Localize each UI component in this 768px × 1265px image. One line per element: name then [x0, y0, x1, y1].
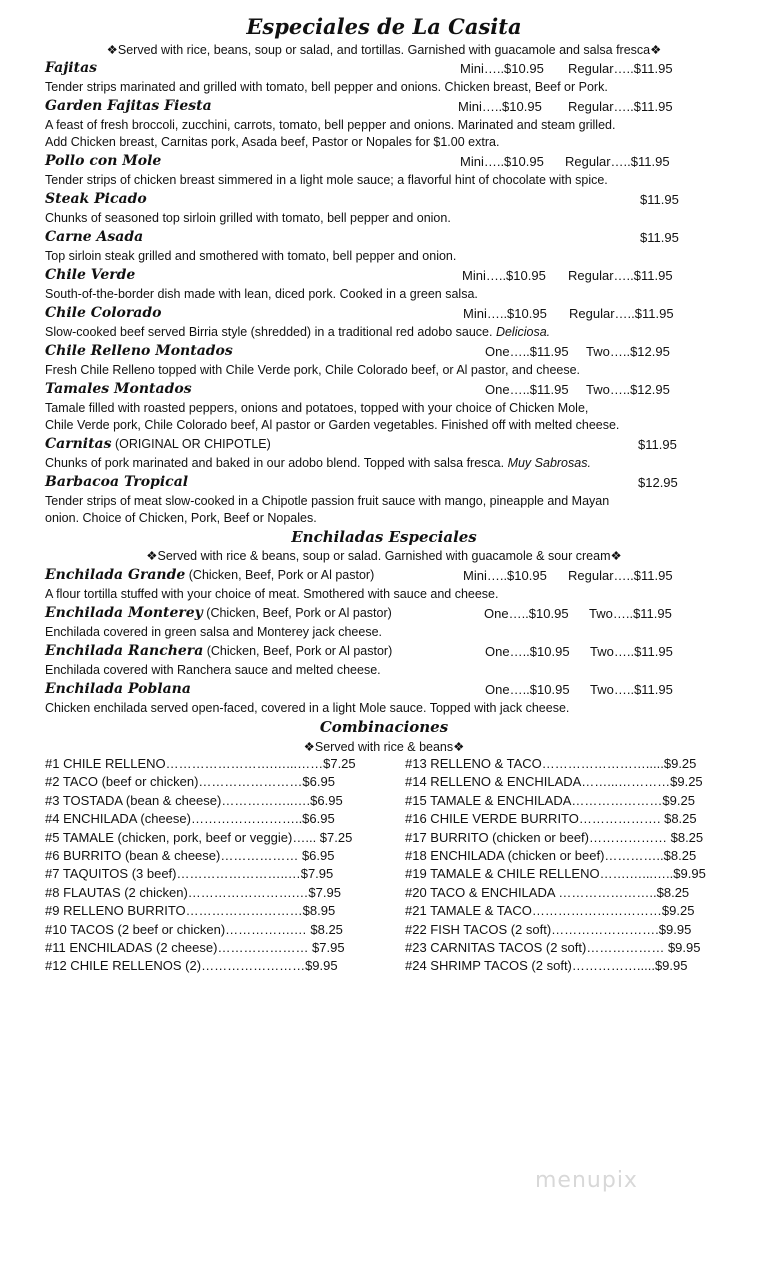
- item-price-small: Mini…..$10.95: [463, 306, 547, 321]
- item-description: Enchilada covered in green salsa and Monterey jack cheese.: [45, 625, 383, 639]
- combo-item: #9 RELLENO BURRITO………………………$8.95: [45, 903, 336, 919]
- combo-item: #5 TAMALE (chicken, pork, beef or veggie)…... $7.25: [45, 829, 353, 845]
- item-description: Tender strips of meat slow-cooked in a Chipotle passion fruit sauce with mango, pineapple and Mayan: [45, 494, 610, 508]
- item-name: Carnitas (ORIGINAL OR CHIPOTLE): [45, 436, 271, 452]
- item-name: Pollo con Mole: [45, 153, 162, 169]
- combo-item: #10 TACOS (2 beef or chicken)…………….… $8.25: [45, 921, 343, 937]
- menu-item-header: [45, 567, 725, 586]
- combo-item: #18 ENCHILADA (chicken or beef)…………..$8.25: [405, 847, 697, 863]
- item-price-large: $11.95: [638, 437, 677, 452]
- enchiladas-title: Enchiladas Especiales: [291, 528, 477, 546]
- item-price-small: One…..$11.95: [485, 344, 569, 359]
- menu-item-header: [45, 305, 725, 324]
- especiales-note: ❖Served with rice, beans, soup or salad, and tortillas. Garnished with guacamole and salsa fresca❖: [106, 43, 662, 57]
- menu-item-header: [45, 153, 725, 172]
- menu-item: [45, 381, 725, 434]
- menu-item-header: [45, 681, 725, 700]
- item-description: Chunks of pork marinated and baked in our adobo blend. Topped with salsa fresca. Muy Sabrosas.: [45, 456, 591, 470]
- item-name: Enchilada Grande (Chicken, Beef, Pork or Al pastor): [45, 567, 375, 583]
- menu-item: [45, 267, 725, 303]
- combo-item: #16 CHILE VERDE BURRITO………………. $8.25: [405, 811, 697, 827]
- combo-item: #20 TACO & ENCHILADA …………………..$8.25: [405, 884, 690, 900]
- item-price-small: Mini…..$10.95: [463, 568, 547, 583]
- menu-item-header: [45, 605, 725, 624]
- item-price-small: One…..$10.95: [485, 644, 570, 659]
- combo-item: #22 FISH TACOS (2 soft)…………………….$9.95: [405, 921, 692, 937]
- item-description: Fresh Chile Relleno topped with Chile Verde pork, Chile Colorado beef, or Al pastor, and cheese.: [45, 363, 581, 377]
- menu-item-header: [45, 229, 725, 248]
- menu-item: [45, 98, 725, 151]
- item-name: Carne Asada: [45, 229, 144, 245]
- combo-item: #24 SHRIMP TACOS (2 soft)…………….....$9.95: [405, 958, 688, 974]
- item-price-large: Regular…..$11.95: [568, 61, 673, 76]
- combo-item: #21 TAMALE & TACO…………………………$9.25: [405, 903, 695, 919]
- combo-item: #14 RELLENO & ENCHILADA……...…………$9.25: [405, 774, 703, 790]
- menu-item: [45, 567, 725, 603]
- combo-item: #1 CHILE RELLENO…………………….…...……$7.25: [45, 756, 356, 771]
- item-price-small: Mini…..$10.95: [460, 154, 544, 169]
- menu-item: [45, 191, 725, 227]
- menu-item: [45, 436, 725, 472]
- item-price-large: $12.95: [638, 475, 678, 490]
- item-description: Tender strips of chicken breast simmered in a light mole sauce; a flavorful hint of chocolate with spice.: [45, 173, 608, 187]
- item-description-line2: Add Chicken breast, Carnitas pork, Asada beef, Pastor or Nopales for $1.00 extra.: [45, 135, 500, 149]
- item-qualifier: (Chicken, Beef, Pork or Al pastor): [202, 606, 392, 620]
- item-description-line2: onion. Choice of Chicken, Pork, Beef or Nopales.: [45, 511, 317, 525]
- menu-item-header: [45, 343, 725, 362]
- menu-item-header: [45, 98, 725, 117]
- item-price-large: Regular…..$11.95: [568, 268, 673, 283]
- item-price-large: Two…..$12.95: [586, 382, 670, 397]
- item-qualifier: (ORIGINAL OR CHIPOTLE): [111, 437, 271, 451]
- combinaciones-note: ❖Served with rice & beans❖: [303, 740, 465, 754]
- item-price-large: Two…..$12.95: [586, 344, 670, 359]
- item-qualifier: (Chicken, Beef, Pork or Al pastor): [185, 568, 375, 582]
- item-price-large: Two…..$11.95: [589, 606, 672, 621]
- combo-item: #4 ENCHILADA (cheese)……………………..$6.95: [45, 811, 335, 827]
- item-name: Chile Colorado: [45, 305, 162, 321]
- menu-item: [45, 343, 725, 379]
- combo-item: #7 TAQUITOS (3 beef)……………………..…$7.95: [45, 866, 334, 882]
- item-name: Enchilada Monterey (Chicken, Beef, Pork or Al pastor): [45, 605, 392, 621]
- item-name: Chile Verde: [45, 267, 136, 283]
- combo-item: #12 CHILE RELLENOS (2)……………………$9.95: [45, 958, 338, 974]
- menu-item: [45, 474, 725, 527]
- menu-item: [45, 681, 725, 717]
- combo-item: #19 TAMALE & CHILE RELLENO…….…...…..$9.95: [405, 866, 706, 882]
- combo-item: #6 BURRITO (bean & cheese)……………… $6.95: [45, 847, 335, 863]
- item-description-accent: Deliciosa.: [492, 325, 551, 339]
- item-description: Tamale filled with roasted peppers, onions and potatoes, topped with your choice of Chicken Mole,: [45, 401, 589, 415]
- item-price-large: $11.95: [640, 192, 679, 207]
- item-price-small: Mini…..$10.95: [462, 268, 546, 283]
- item-description-accent: Muy Sabrosas.: [504, 456, 591, 470]
- menu-item-header: [45, 191, 725, 210]
- enchiladas-note: ❖Served with rice & beans, soup or salad. Garnished with guacamole & sour cream❖: [146, 549, 622, 563]
- item-description: Chunks of seasoned top sirloin grilled with tomato, bell pepper and onion.: [45, 211, 451, 225]
- menu-item: [45, 305, 725, 341]
- item-price-large: Regular…..$11.95: [568, 99, 673, 114]
- item-name: Garden Fajitas Fiesta: [45, 98, 212, 114]
- menu-item: [45, 605, 725, 641]
- item-description: South-of-the-border dish made with lean, diced pork. Cooked in a green salsa.: [45, 287, 478, 301]
- item-description-line2: Chile Verde pork, Chile Colorado beef, Al pastor or Garden vegetables. Finished off with melted cheese.: [45, 418, 620, 432]
- item-qualifier: (Chicken, Beef, Pork or Al pastor): [203, 644, 393, 658]
- combo-list-right: [405, 755, 706, 976]
- item-price-large: $11.95: [640, 230, 679, 245]
- combo-item: #17 BURRITO (chicken or beef)……………… $8.25: [405, 829, 704, 845]
- item-price-large: Two…..$11.95: [590, 682, 673, 697]
- item-name: Enchilada Poblana: [45, 681, 191, 697]
- menu-item-header: [45, 643, 725, 662]
- item-description: A flour tortilla stuffed with your choice of meat. Smothered with sauce and cheese.: [45, 587, 499, 601]
- item-name: Steak Picado: [45, 191, 147, 207]
- combo-item: #15 TAMALE & ENCHILADA…………………$9.25: [405, 792, 695, 808]
- item-description: Tender strips marinated and grilled with tomato, bell pepper and onions. Chicken breast, Beef or Pork.: [45, 80, 608, 94]
- combo-item: #3 TOSTADA (bean & cheese)……………..….$6.95: [45, 792, 343, 808]
- item-price-small: One…..$11.95: [485, 382, 569, 397]
- item-name: Tamales Montados: [45, 381, 192, 397]
- item-price-large: Regular…..$11.95: [569, 306, 674, 321]
- combo-item: #8 FLAUTAS (2 chicken)…………………….…$7.95: [45, 884, 341, 900]
- menu-item: [45, 153, 725, 189]
- item-description: A feast of fresh broccoli, zucchini, carrots, tomato, bell pepper and onions. Marinated and steam grilled.: [45, 118, 616, 132]
- combinaciones-title: Combinaciones: [319, 718, 449, 736]
- menu-item: [45, 643, 725, 679]
- item-price-small: Mini…..$10.95: [458, 99, 542, 114]
- item-description: Top sirloin steak grilled and smothered with tomato, bell pepper and onion.: [45, 249, 457, 263]
- combo-list-left: [45, 755, 356, 976]
- item-price-large: Two…..$11.95: [590, 644, 673, 659]
- menu-item-header: [45, 267, 725, 286]
- combo-item: #11 ENCHILADAS (2 cheese)………………… $7.95: [45, 939, 345, 955]
- item-name: Enchilada Ranchera (Chicken, Beef, Pork or Al pastor): [45, 643, 393, 659]
- item-description: Slow-cooked beef served Birria style (shredded) in a traditional red adobo sauce. Deliciosa.: [45, 325, 551, 339]
- combo-item: #23 CARNITAS TACOS (2 soft)……………… $9.95: [405, 939, 701, 955]
- menupix-watermark: menupix: [535, 1168, 638, 1193]
- item-price-small: Mini…..$10.95: [460, 61, 544, 76]
- menu-item-header: [45, 381, 725, 400]
- especiales-title: Especiales de La Casita: [246, 14, 522, 39]
- menu-item-header: [45, 436, 725, 455]
- item-name: Barbacoa Tropical: [45, 474, 189, 490]
- menu-item: [45, 60, 725, 96]
- item-description: Enchilada covered with Ranchera sauce and melted cheese.: [45, 663, 381, 677]
- menu-item-header: [45, 60, 725, 79]
- item-price-large: Regular…..$11.95: [565, 154, 670, 169]
- item-price-large: Regular…..$11.95: [568, 568, 673, 583]
- combo-item: #13 RELLENO & TACO…………………….....$9.25: [405, 756, 697, 771]
- combo-item: #2 TACO (beef or chicken)……………………$6.95: [45, 774, 335, 790]
- menu-item: [45, 229, 725, 265]
- item-description: Chicken enchilada served open-faced, covered in a light Mole sauce. Topped with jack cheese.: [45, 701, 570, 715]
- menu-item-header: [45, 474, 725, 493]
- item-price-small: One…..$10.95: [485, 682, 570, 697]
- item-price-small: One…..$10.95: [484, 606, 569, 621]
- item-name: Chile Relleno Montados: [45, 343, 233, 359]
- item-name: Fajitas: [45, 60, 98, 76]
